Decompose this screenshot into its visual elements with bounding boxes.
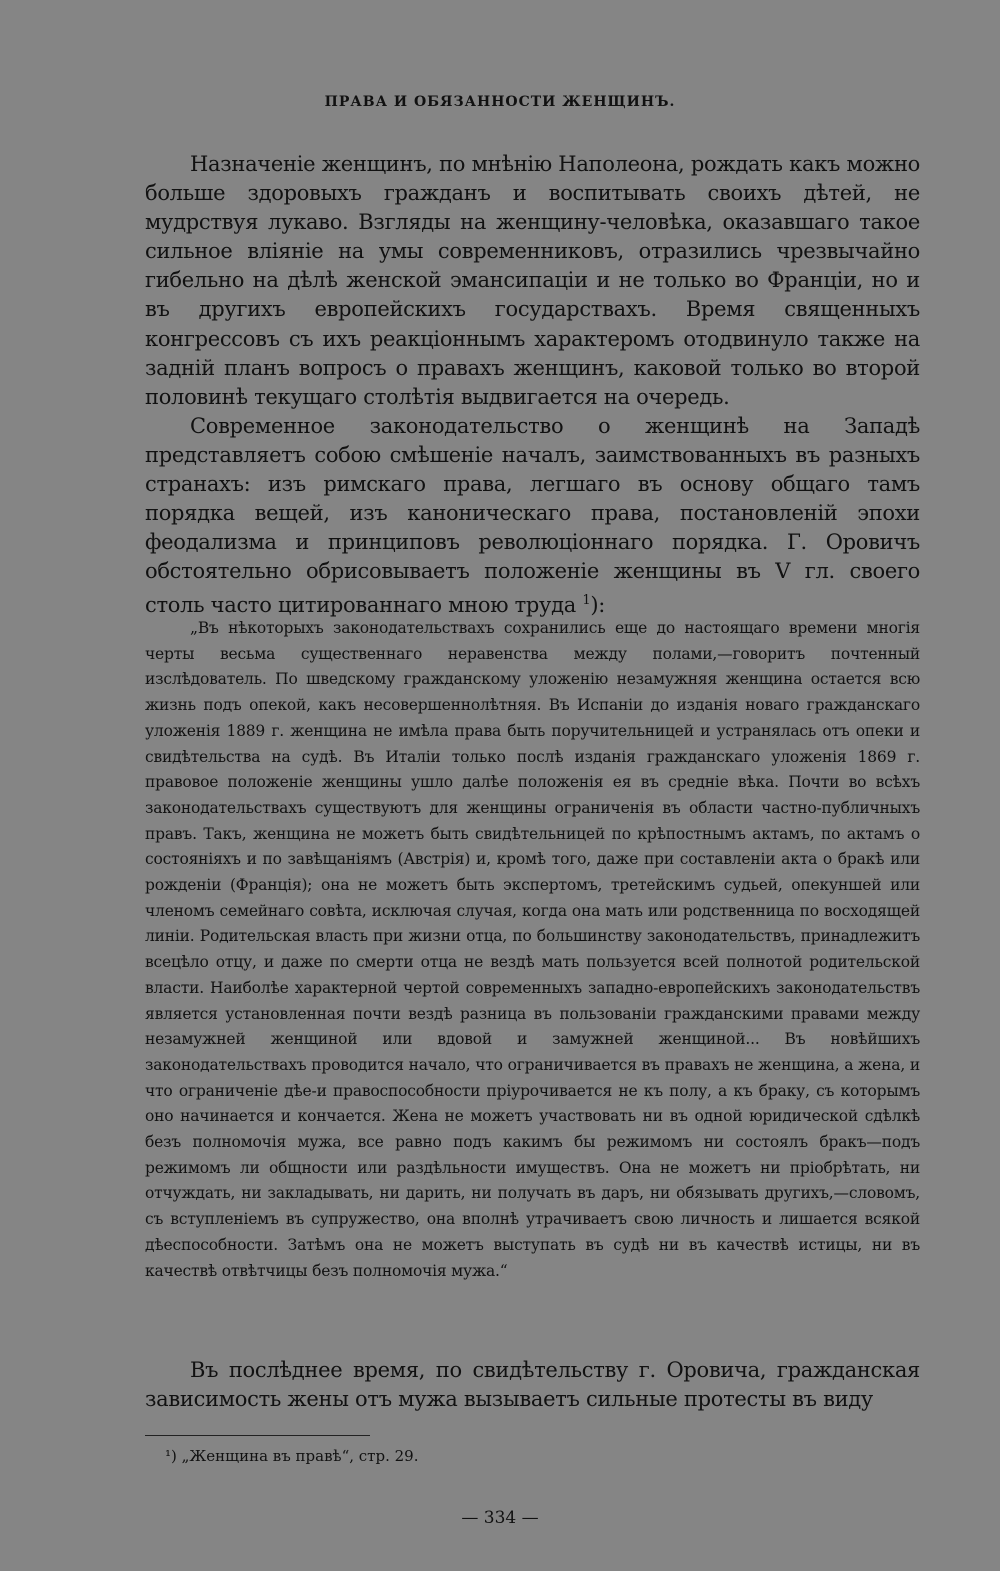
paragraph-legislation-end: ): [590, 593, 605, 618]
footnote-reference: 1 [582, 593, 591, 609]
block-quotation [145, 616, 920, 1284]
paragraph-napoleon: Назначеніе женщинъ, по мнѣнію Наполеона, рождать какъ можно больше здоровыхъ гражданъ и воспитывать своихъ дѣтей, не мудрствуя лукаво. Взгляды на женщину-человѣка, оказавшаго такое сильное вліяніе на умы современниковъ, отразились чрезвычайно гибельно на дѣлѣ женской эмансипаціи и не только во Франціи, но и въ другихъ европейскихъ государствахъ. Время священныхъ конгрессовъ съ ихъ реакціоннымъ характеромъ отодвинуло также на задній планъ вопросъ о правахъ женщинъ, каковой только во второй половинѣ текущаго столѣтія выдвигается на очередь. [145, 152, 920, 409]
paragraph-recent: Въ послѣднее время, по свидѣтельству г. Оровича, гражданская зависимость жены отъ мужа вызываетъ сильные протесты въ виду [145, 1358, 920, 1412]
footnote-rule [145, 1435, 370, 1436]
main-text-bottom [145, 1356, 920, 1414]
running-head: ПРАВА И ОБЯЗАННОСТИ ЖЕНЩИНЪ. [324, 94, 676, 110]
main-text-top [145, 150, 920, 621]
footnote: ¹) „Женщина въ правѣ“, стр. 29. [165, 1447, 419, 1465]
quotation-text: „Въ нѣкоторыхъ законодательствахъ сохранились еще до настоящаго времени многія черты весьма существеннаго неравенства между полами,—говоритъ почтенный изслѣдователь. По шведскому гражданскому уложенію незамужняя женщина остается всю жизнь подъ опекой, какъ несовершеннолѣтняя. Въ Испаніи до изданія новаго гражданскаго уложенія 1889 г. женщина не имѣла права быть поручительницей и устранялась отъ опеки и свидѣтельства на судѣ. Въ Италіи только послѣ изданія гражданскаго уложенія 1869 г. правовое положеніе женщины ушло далѣе положенія ея въ средніе вѣка. Почти во всѣхъ законодательствахъ существуютъ для женщины ограниченія въ области частно-публичныхъ правъ. Такъ, женщина не можетъ быть свидѣтельницей по крѣпостнымъ актамъ, по актамъ о состояніяхъ и по завѣщаніямъ (Австрія) и, кромѣ того, даже при составленіи акта о бракѣ или рожденіи (Франція); она не можетъ быть экспертомъ, третейскимъ судьей, опекуншей или членомъ семейнаго совѣта, исключая случая, когда она мать или родственница по восходящей линіи. Родительская власть при жизни отца, по большинству законодательствъ, принадлежитъ всецѣло отцу, и даже по смерти отца не вездѣ мать пользуется всей полнотой родительской власти. Наиболѣе характерной чертой современныхъ западно-европейскихъ законодательствъ является установленная почти вездѣ разница въ пользованіи гражданскими правами между незамужней женщиной или вдовой и замужней женщиной... Въ новѣйшихъ законодательствахъ проводится начало, что ограничивается въ правахъ не женщина, а жена, и что ограниченіе дѣе-и правоспособности пріурочивается не къ полу, а къ браку, съ которымъ оно начинается и кончается. Жена не можетъ участвовать ни въ одной юридической сдѣлкѣ безъ полномочія мужа, все равно подъ какимъ бы режимомъ ни состоялъ бракъ—подъ режимомъ ли общности или раздѣльности имуществъ. Она не можетъ ни пріобрѣтать, ни отчуждать, ни закладывать, ни дарить, ни получать въ даръ, ни обязывать другихъ,—словомъ, съ вступленіемъ въ супружество, она вполнѣ утрачиваетъ свою личность и лишается всякой дѣеспособности. Затѣмъ она не можетъ выступать въ судѣ ни въ качествѣ истицы, ни въ качествѣ отвѣтчицы безъ полномочія мужа.“ [145, 619, 920, 1280]
paragraph-legislation [145, 412, 920, 621]
paragraph-legislation-text: Современное законодательство о женщинѣ на Западѣ представляетъ собою смѣшеніе началъ, заимствованныхъ въ разныхъ странахъ: изъ римскаго права, легшаго въ основу общаго тамъ порядка вещей, изъ каноническаго права, постановленій эпохи феодализма и принциповъ революціоннаго порядка. Г. Оровичъ обстоятельно обрисовываетъ положеніе женщины въ V гл. своего столь часто цитированнаго мною труда [145, 413, 920, 618]
page-number: — 334 — [461, 1508, 539, 1528]
